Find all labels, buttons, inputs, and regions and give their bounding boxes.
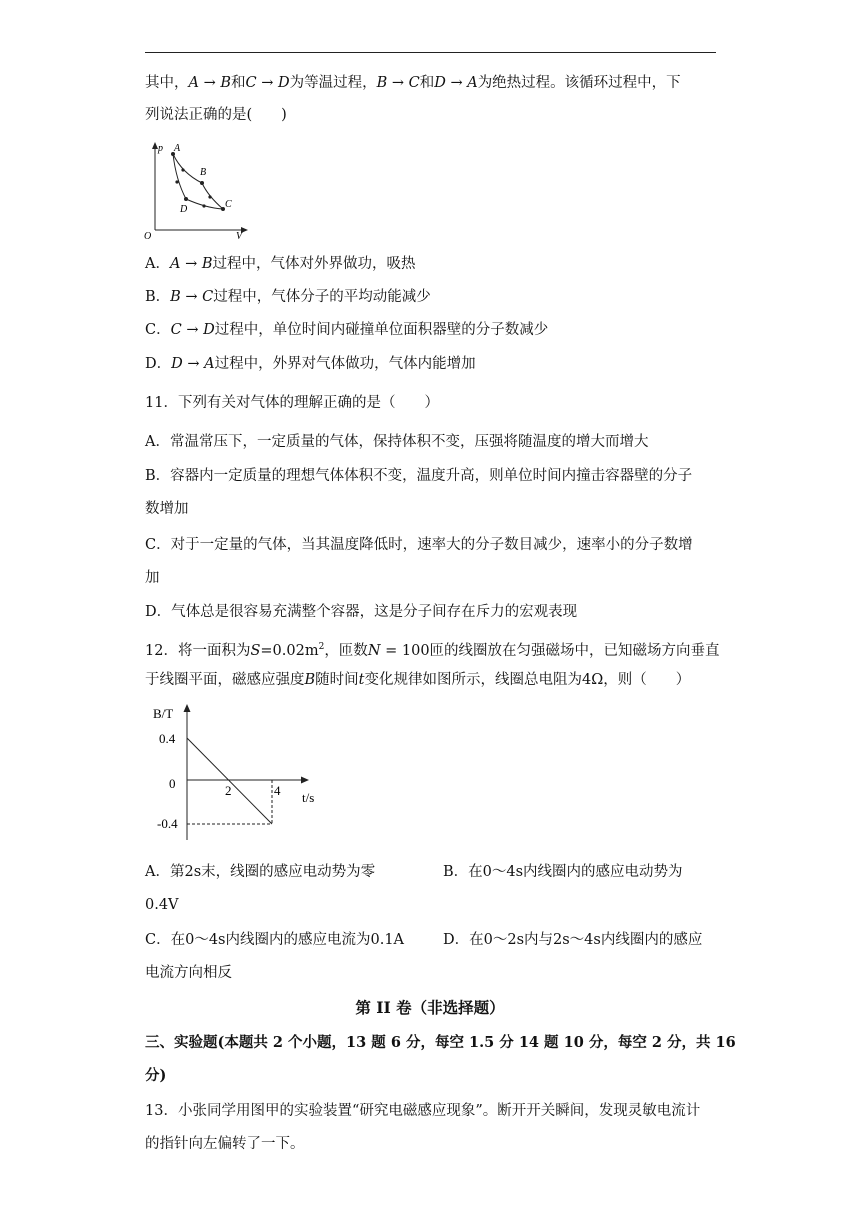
process-ab: A → B — [188, 75, 231, 91]
q12-text: 匝的线圈放在匀强磁场中，已知磁场方向垂直 — [429, 642, 720, 659]
process-da: D → A — [434, 75, 478, 91]
q11-option-b-line2: 数增加 — [145, 501, 189, 517]
q10-text: 其中， — [145, 75, 189, 91]
symbol-t: t — [358, 672, 365, 688]
pv-point-da-mid — [175, 180, 178, 183]
q12-option-d-line2: 电流方向相反 — [145, 965, 232, 981]
pv-curve-da — [173, 154, 186, 199]
pv-point-b — [200, 181, 204, 185]
q12-text: 随时间 — [315, 672, 359, 688]
option-text: 过程中，气体对外界做功，吸热 — [212, 256, 416, 272]
q11-option-a: A．常温常压下，一定质量的气体，保持体积不变，压强将随温度的增大而增大 — [145, 434, 649, 450]
q12-option-c: C．在0～4s内线圈内的感应电流为0.1A — [145, 932, 405, 948]
header-rule — [145, 52, 716, 53]
section3-heading-line2: 分) — [145, 1067, 167, 1084]
symbol-s: S — [250, 642, 261, 659]
q10-option-c — [145, 320, 548, 340]
q11-option-c-line1: C．对于一定量的气体，当其温度降低时，速率大的分子数目减少，速率小的分子数增 — [145, 537, 693, 553]
option-process: C → D — [170, 322, 215, 338]
bt-line — [187, 738, 272, 824]
area-exponent: 2 — [318, 642, 325, 652]
symbol-n: N — [367, 642, 381, 659]
pv-diagram — [140, 140, 255, 240]
q11-option-c-line2: 加 — [145, 570, 160, 586]
q11-option-b-line1: B．容器内一定质量的理想气体体积不变，温度升高，则单位时间内撞击容器壁的分子 — [145, 468, 693, 484]
option-letter: A． — [145, 256, 170, 272]
bt-tick-neg-0-4: -0.4 — [157, 816, 178, 831]
option-process: A → B — [169, 256, 213, 272]
bt-tick-2: 2 — [225, 783, 232, 798]
q12-option-b-line1: B．在0～4s内线圈内的感应电动势为 — [443, 864, 683, 880]
option-process: D → A — [171, 356, 215, 372]
option-text: 过程中，单位时间内碰撞单位面积器壁的分子数减少 — [214, 322, 549, 338]
option-process: B → C — [170, 289, 214, 305]
pv-label-b: B — [200, 167, 207, 178]
option-text: 过程中，外界对气体做功，气体内能增加 — [214, 356, 476, 372]
bt-ylabel: B/T — [153, 706, 174, 721]
area-value: =0.02m — [260, 642, 319, 659]
section3-heading-line1: 三、实验题(本题共 2 个小题，13 题 6 分，每空 1.5 分 14 题 10 分，每空 2 分，共 16 — [145, 1034, 736, 1051]
option-text: 过程中，气体分子的平均动能减少 — [213, 289, 431, 305]
q13-line1: 13．小张同学用图甲的实验装置“研究电磁感应现象”。断开开关瞬间，发现灵敏电流计 — [145, 1103, 701, 1119]
pv-point-d — [184, 197, 188, 201]
q10-stem-line2: 列说法正确的是( ) — [145, 107, 287, 123]
q10-option-b — [145, 287, 431, 307]
bt-tick-0: 0 — [169, 776, 176, 791]
pv-label-d: D — [180, 204, 188, 215]
q12-stem-line2 — [145, 670, 690, 690]
q12-text: ，匝数 — [324, 642, 368, 659]
q12-text: 变化规律如图所示，线圈总电阻为 — [364, 672, 582, 688]
q12-text: 于线圈平面，磁感应强度 — [145, 672, 305, 688]
q12-option-d-line1: D．在0～2s内与2s～4s内线圈内的感应 — [443, 932, 703, 948]
q12-option-b-line2: 0.4V — [145, 897, 179, 913]
bt-graph — [145, 700, 345, 845]
process-cd: C → D — [245, 75, 290, 91]
q10-stem-line1 — [145, 73, 681, 93]
pv-point-ab-mid — [181, 168, 184, 171]
q10-text: 为绝热过程。该循环过程中，下 — [477, 75, 681, 91]
q11-stem: 11．下列有关对气体的理解正确的是（ ） — [145, 395, 439, 411]
bt-xlabel: t/s — [302, 790, 315, 805]
process-bc: B → C — [376, 75, 420, 91]
pv-point-cd-mid — [202, 204, 205, 207]
pv-label-c: C — [225, 199, 232, 210]
q10-option-a — [145, 254, 415, 274]
symbol-b: B — [304, 672, 316, 688]
pv-point-bc-mid — [208, 195, 211, 198]
bt-x-arrow — [301, 777, 309, 784]
option-letter: B． — [145, 289, 171, 305]
part2-title: 第 II 卷（非选择题） — [355, 998, 505, 1017]
pv-label-a: A — [174, 143, 181, 154]
q12-text: ，则（ ） — [603, 672, 691, 688]
bt-tick-0-4: 0.4 — [159, 731, 176, 746]
q10-text: 为等温过程， — [289, 75, 377, 91]
q10-text: 和 — [419, 75, 435, 91]
pv-origin: O — [144, 231, 152, 240]
q10-text: 和 — [231, 75, 246, 91]
q11-option-d: D．气体总是很容易充满整个容器，这是分子间存在斥力的宏观表现 — [145, 604, 578, 620]
pv-axis-v: V — [236, 231, 243, 240]
q12-text: 12．将一面积为 — [145, 642, 251, 659]
turns-value: = 100 — [380, 642, 430, 659]
resistance-value: 4Ω — [581, 672, 604, 688]
q10-option-d — [145, 354, 476, 374]
option-letter: C． — [145, 322, 171, 338]
q12-option-a: A．第2s末，线圈的感应电动势为零 — [145, 864, 376, 880]
q13-line2: 的指针向左偏转了一下。 — [145, 1136, 305, 1152]
bt-y-arrow — [184, 704, 191, 712]
q12-stem-line1 — [145, 637, 720, 661]
pv-axis-p: p — [158, 143, 163, 154]
bt-tick-4: 4 — [274, 783, 281, 798]
option-letter: D． — [145, 356, 172, 372]
